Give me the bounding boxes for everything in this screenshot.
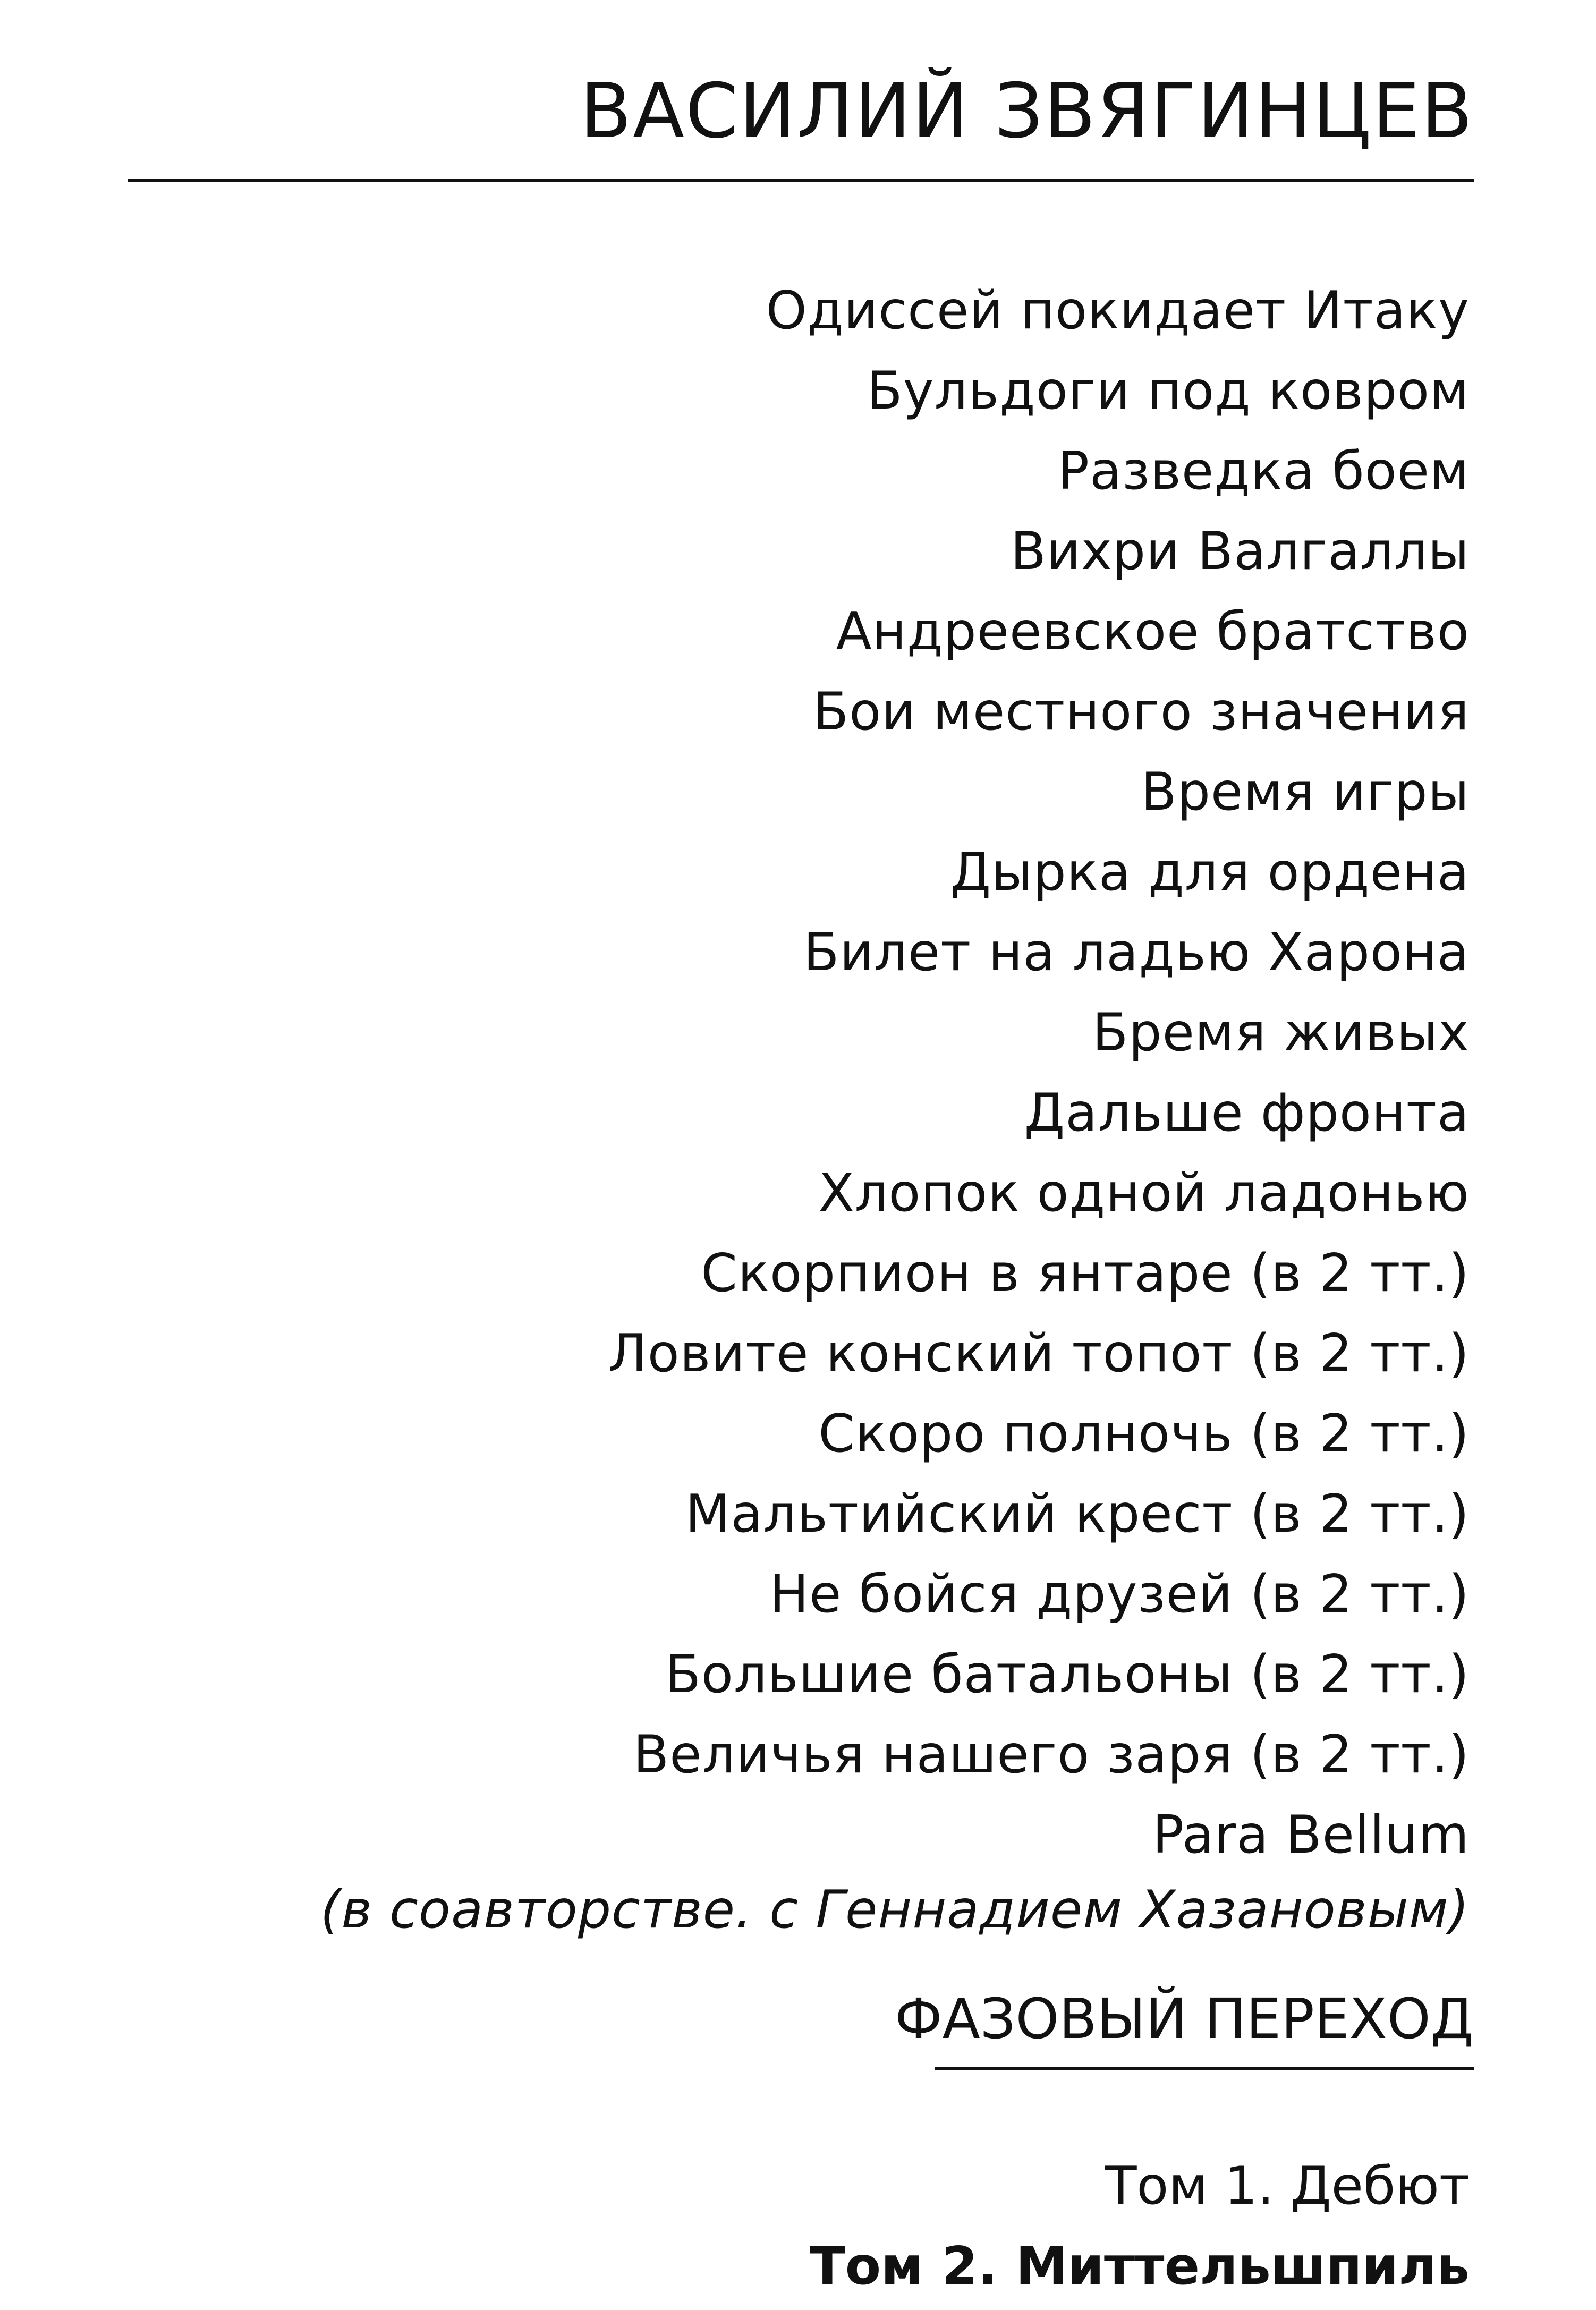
book-title: Не бойся друзей (в 2 тт.) (769, 1564, 1470, 1625)
book-title: Бульдоги под ковром (867, 361, 1470, 421)
volume-item-current: Том 2. Миттельшпиль (809, 2236, 1470, 2297)
book-title: Бои местного значения (813, 682, 1470, 742)
book-title: Величья нашего заря (в 2 тт.) (633, 1725, 1470, 1785)
author-name: ВАСИЛИЙ ЗВЯГИНЦЕВ (580, 67, 1474, 155)
book-title: Скоро полночь (в 2 тт.) (818, 1404, 1470, 1464)
series-divider (935, 2067, 1474, 2070)
book-title: Хлопок одной ладонью (818, 1163, 1470, 1224)
top-divider (128, 179, 1474, 182)
book-title: Дальше фронта (1024, 1083, 1470, 1143)
series-title: ФАЗОВЫЙ ПЕРЕХОД (895, 1986, 1474, 2051)
volume-list (810, 2146, 1470, 2307)
book-title: Para Bellum (1152, 1805, 1470, 1865)
book-title: Бремя живых (1092, 1003, 1470, 1063)
book-list (608, 271, 1470, 1875)
book-title: Ловите конский топот (в 2 тт.) (608, 1323, 1470, 1384)
book-title: Разведка боем (1057, 441, 1470, 502)
book-title: Время игры (1141, 762, 1470, 822)
coauthor-note: (в соавторстве. с Геннадием Хазановым) (320, 1880, 1470, 1940)
book-title: Вихри Валгаллы (1010, 521, 1470, 582)
book-title: Дырка для ордена (950, 842, 1470, 903)
book-title: Андреевское братство (836, 601, 1470, 662)
book-title: Одиссей покидает Итаку (766, 281, 1470, 341)
book-title: Билет на ладью Харона (803, 922, 1470, 983)
book-title: Большие батальоны (в 2 тт.) (665, 1644, 1470, 1705)
book-title: Мальтийский крест (в 2 тт.) (685, 1484, 1470, 1544)
book-title: Скорпион в янтаре (в 2 тт.) (701, 1243, 1470, 1304)
volume-item: Том 1. Дебют (1105, 2156, 1470, 2216)
